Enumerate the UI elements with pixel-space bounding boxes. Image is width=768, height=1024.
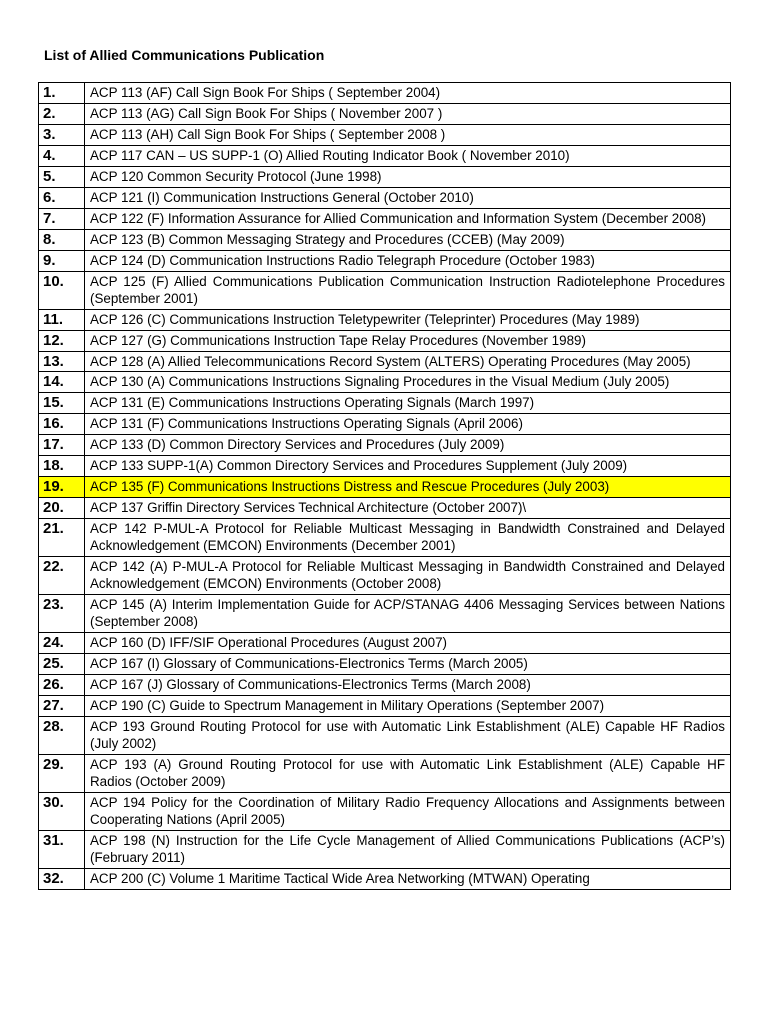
list-row [39,674,731,695]
row-number: 13. [39,351,85,372]
row-text: ACP 125 (F) Allied Communications Publication Communication Instruction Radiotelephone Procedures (September 2001) [85,271,731,309]
row-text: ACP 145 (A) Interim Implementation Guide for ACP/STANAG 4406 Messaging Services between Nations (September 2008) [85,594,731,632]
row-text: ACP 124 (D) Communication Instructions Radio Telegraph Procedure (October 1983) [85,250,731,271]
row-text: ACP 193 Ground Routing Protocol for use with Automatic Link Establishment (ALE) Capable HF Radios (July 2002) [85,716,731,754]
list-row [39,653,731,674]
list-row [39,830,731,868]
list-row [39,556,731,594]
row-number: 28. [39,716,85,754]
row-number: 14. [39,372,85,393]
row-number: 12. [39,330,85,351]
row-number: 23. [39,594,85,632]
list-row [39,83,731,104]
list-row [39,330,731,351]
list-row [39,497,731,518]
row-number: 11. [39,309,85,330]
row-text: ACP 131 (E) Communications Instructions Operating Signals (March 1997) [85,392,731,413]
list-row [39,455,731,476]
row-number: 10. [39,271,85,309]
row-text: ACP 194 Policy for the Coordination of Military Radio Frequency Allocations and Assignments between Cooperating Nations (April 2005) [85,792,731,830]
list-row [39,716,731,754]
row-text: ACP 113 (AF) Call Sign Book For Ships ( September 2004) [85,83,731,104]
row-text: ACP 122 (F) Information Assurance for Allied Communication and Information System (December 2008) [85,209,731,230]
row-number: 21. [39,518,85,556]
row-number: 19. [39,476,85,497]
list-row [39,250,731,271]
row-text: ACP 142 (A) P-MUL-A Protocol for Reliable Multicast Messaging in Bandwidth Constrained and Delayed Acknowledgement (EMCON) Environments (October 2008) [85,556,731,594]
list-row [39,413,731,434]
row-text: ACP 113 (AG) Call Sign Book For Ships ( November 2007 ) [85,104,731,125]
list-row [39,518,731,556]
row-number: 17. [39,434,85,455]
publication-list-table [38,82,731,890]
row-text: ACP 167 (I) Glossary of Communications-Electronics Terms (March 2005) [85,653,731,674]
row-text: ACP 137 Griffin Directory Services Technical Architecture (October 2007)\ [85,497,731,518]
row-text: ACP 120 Common Security Protocol (June 1998) [85,167,731,188]
row-number: 26. [39,674,85,695]
row-text: ACP 167 (J) Glossary of Communications-Electronics Terms (March 2008) [85,674,731,695]
document-title: List of Allied Communications Publication [44,47,325,63]
row-text: ACP 133 SUPP-1(A) Common Directory Services and Procedures Supplement (July 2009) [85,455,731,476]
row-number: 24. [39,632,85,653]
list-row [39,792,731,830]
row-number: 6. [39,188,85,209]
row-text: ACP 190 (C) Guide to Spectrum Management in Military Operations (September 2007) [85,695,731,716]
row-number: 22. [39,556,85,594]
row-text: ACP 127 (G) Communications Instruction Tape Relay Procedures (November 1989) [85,330,731,351]
row-text: ACP 128 (A) Allied Telecommunications Record System (ALTERS) Operating Procedures (May 2005) [85,351,731,372]
row-number: 16. [39,413,85,434]
list-row [39,309,731,330]
list-row [39,229,731,250]
row-number: 27. [39,695,85,716]
row-number: 29. [39,754,85,792]
row-number: 25. [39,653,85,674]
row-text: ACP 126 (C) Communications Instruction Teletypewriter (Teleprinter) Procedures (May 1989) [85,309,731,330]
row-text: ACP 200 (C) Volume 1 Maritime Tactical Wide Area Networking (MTWAN) Operating [85,868,731,889]
list-row [39,632,731,653]
row-number: 15. [39,392,85,413]
list-row [39,594,731,632]
row-number: 18. [39,455,85,476]
list-row [39,695,731,716]
list-row [39,146,731,167]
row-text: ACP 131 (F) Communications Instructions Operating Signals (April 2006) [85,413,731,434]
list-row [39,209,731,230]
row-number: 7. [39,209,85,230]
list-row [39,372,731,393]
list-row [39,104,731,125]
row-text: ACP 160 (D) IFF/SIF Operational Procedures (August 2007) [85,632,731,653]
row-text: ACP 113 (AH) Call Sign Book For Ships ( September 2008 ) [85,125,731,146]
publication-list-body [39,83,731,890]
row-number: 30. [39,792,85,830]
row-number: 1. [39,83,85,104]
list-row [39,392,731,413]
row-text: ACP 123 (B) Common Messaging Strategy and Procedures (CCEB) (May 2009) [85,229,731,250]
list-row-highlighted [39,476,731,497]
row-number: 4. [39,146,85,167]
list-row [39,434,731,455]
row-number: 31. [39,830,85,868]
row-number: 8. [39,229,85,250]
row-text: ACP 133 (D) Common Directory Services and Procedures (July 2009) [85,434,731,455]
row-number: 2. [39,104,85,125]
row-text: ACP 198 (N) Instruction for the Life Cycle Management of Allied Communications Publications (ACP’s) (February 2011) [85,830,731,868]
row-number: 20. [39,497,85,518]
row-text: ACP 130 (A) Communications Instructions Signaling Procedures in the Visual Medium (July 2005) [85,372,731,393]
list-row [39,188,731,209]
list-row [39,754,731,792]
list-row [39,125,731,146]
row-text: ACP 135 (F) Communications Instructions Distress and Rescue Procedures (July 2003) [85,476,731,497]
list-row [39,271,731,309]
list-row [39,868,731,889]
row-text: ACP 193 (A) Ground Routing Protocol for use with Automatic Link Establishment (ALE) Capable HF Radios (October 2009) [85,754,731,792]
row-number: 32. [39,868,85,889]
row-text: ACP 117 CAN – US SUPP-1 (O) Allied Routing Indicator Book ( November 2010) [85,146,731,167]
row-text: ACP 121 (I) Communication Instructions General (October 2010) [85,188,731,209]
row-number: 3. [39,125,85,146]
row-number: 5. [39,167,85,188]
row-text: ACP 142 P-MUL-A Protocol for Reliable Multicast Messaging in Bandwidth Constrained and Delayed Acknowledgement (EMCON) Environments (December 2001) [85,518,731,556]
list-row [39,167,731,188]
list-row [39,351,731,372]
row-number: 9. [39,250,85,271]
